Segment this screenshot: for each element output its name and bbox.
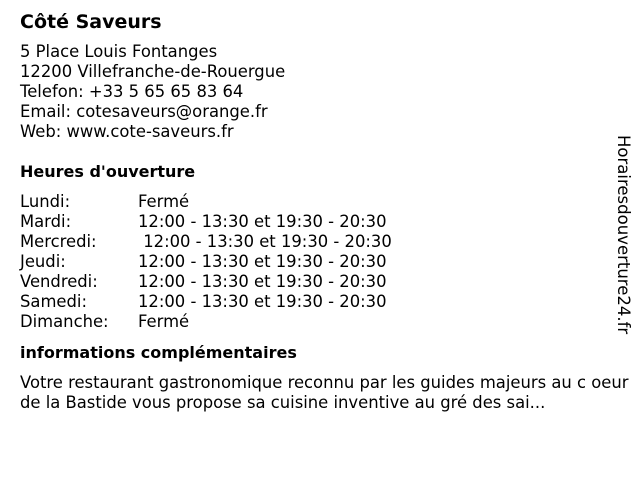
hours-day-label: Jeudi: bbox=[20, 252, 66, 271]
hours-row-samedi bbox=[20, 292, 630, 312]
hours-row-mardi bbox=[20, 212, 630, 232]
hours-time-value: 12:00 - 13:30 et 19:30 - 20:30 bbox=[138, 232, 392, 251]
hours-row-jeudi bbox=[20, 252, 630, 272]
hours-heading: Heures d'ouverture bbox=[20, 162, 196, 181]
hours-day-label: Mercredi: bbox=[20, 232, 97, 251]
hours-time-value: 12:00 - 13:30 et 19:30 - 20:30 bbox=[138, 252, 387, 271]
info-heading: informations complémentaires bbox=[20, 343, 297, 362]
website-address: Web: www.cote-saveurs.fr bbox=[20, 122, 234, 141]
address-city: 12200 Villefranche-de-Rouergue bbox=[20, 62, 286, 81]
hours-day-label: Samedi: bbox=[20, 292, 87, 311]
hours-time-value: 12:00 - 13:30 et 19:30 - 20:30 bbox=[138, 292, 387, 311]
hours-day-label: Lundi: bbox=[20, 192, 71, 211]
hours-time-value: 12:00 - 13:30 et 19:30 - 20:30 bbox=[138, 272, 387, 291]
business-card bbox=[20, 10, 630, 413]
phone-number: Telefon: +33 5 65 65 83 64 bbox=[20, 82, 244, 101]
hours-day-label: Mardi: bbox=[20, 212, 72, 231]
hours-row-vendredi bbox=[20, 272, 630, 292]
business-name: Côté Saveurs bbox=[20, 11, 162, 33]
hours-row-dimanche bbox=[20, 312, 630, 332]
hours-row-lundi bbox=[20, 192, 630, 212]
watermark-text: Horairesdouverture24.fr bbox=[614, 135, 633, 335]
hours-day-label: Dimanche: bbox=[20, 312, 109, 331]
address-street: 5 Place Louis Fontanges bbox=[20, 42, 218, 61]
hours-row-mercredi bbox=[20, 232, 630, 252]
hours-time-value: Fermé bbox=[138, 192, 190, 211]
email-address: Email: cotesaveurs@orange.fr bbox=[20, 102, 268, 121]
hours-time-value: 12:00 - 13:30 et 19:30 - 20:30 bbox=[138, 212, 387, 231]
info-description: Votre restaurant gastronomique reconnu par les guides majeurs au c oeur de la Bastide vous propose sa cuisine inventive au gré des sai... bbox=[20, 373, 629, 412]
hours-day-label: Vendredi: bbox=[20, 272, 98, 291]
hours-time-value: Fermé bbox=[138, 312, 190, 331]
